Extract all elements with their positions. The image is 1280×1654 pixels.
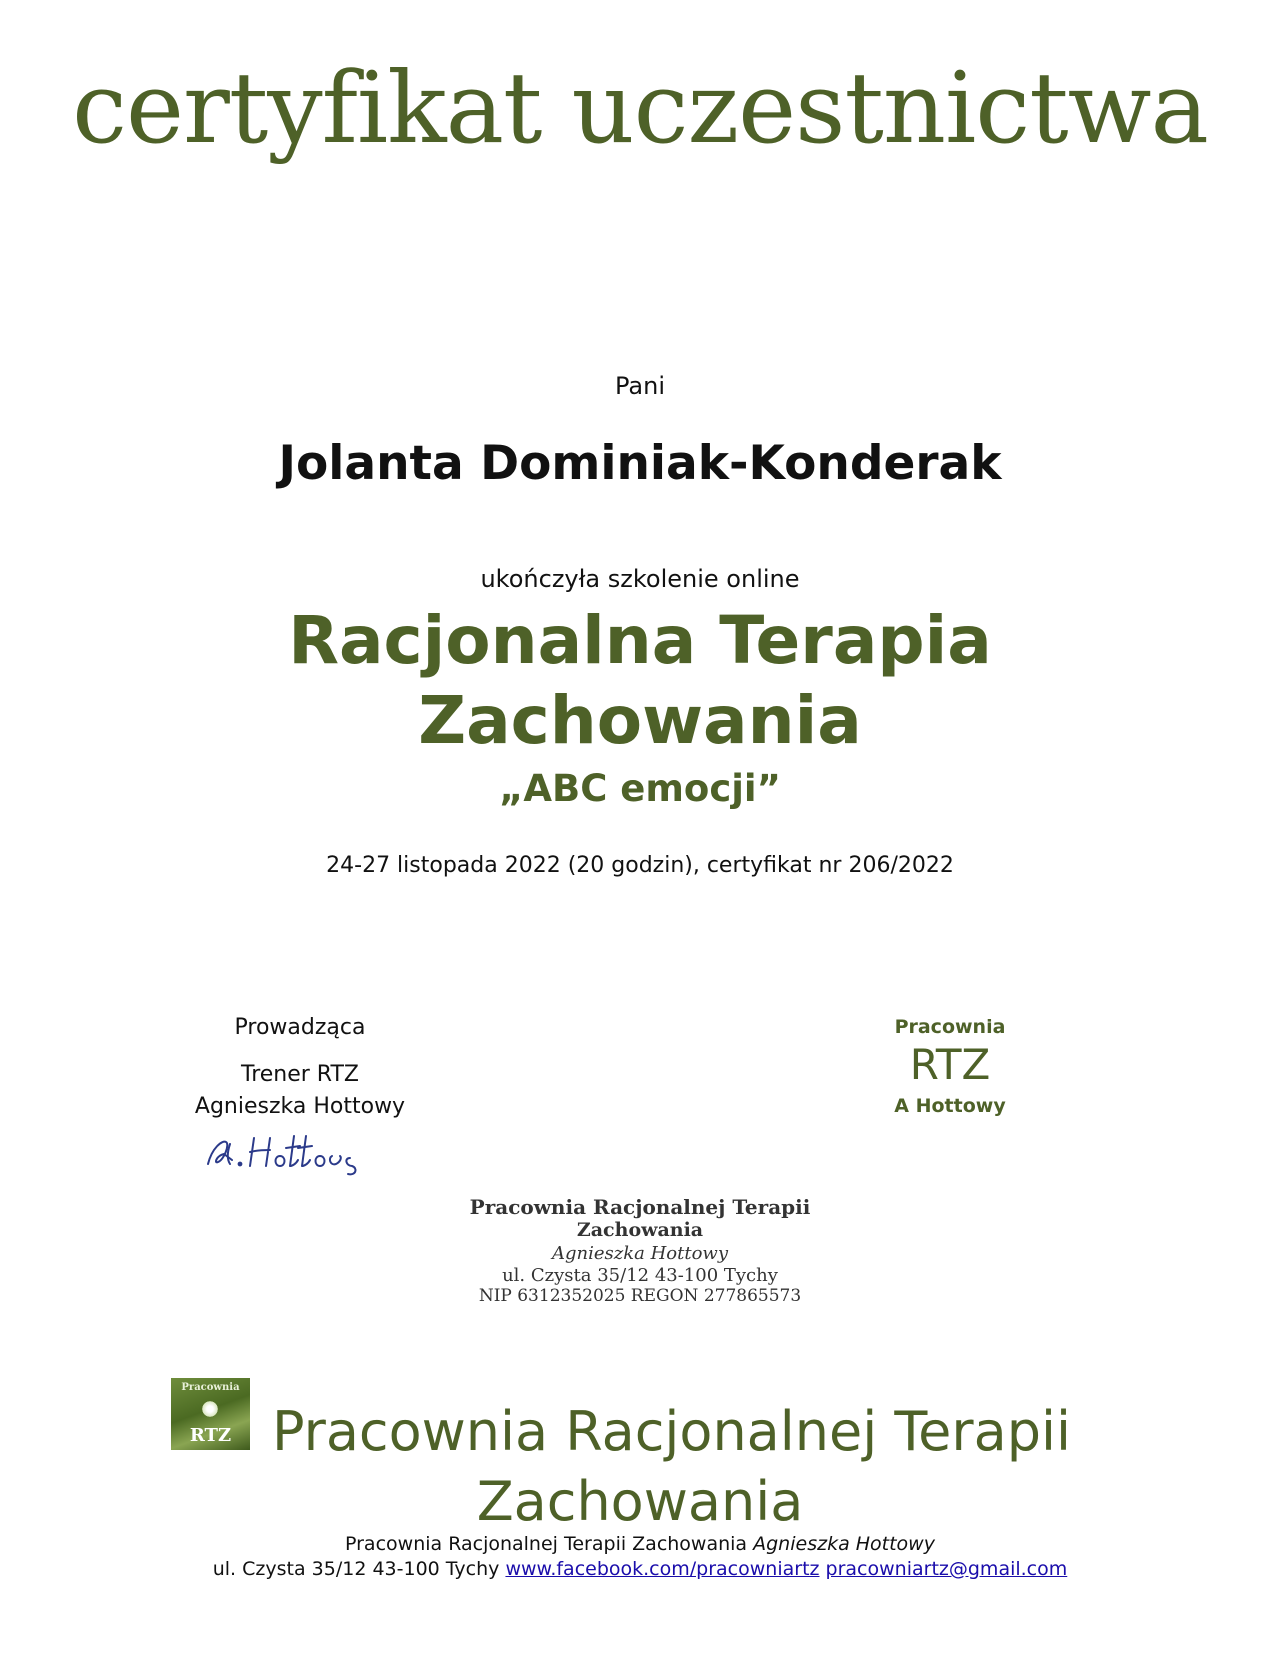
stamp-line5: NIP 6312352025 REGON 277865573 bbox=[478, 1286, 802, 1307]
trainer-name: Agnieszka Hottowy bbox=[194, 1094, 406, 1119]
salutation: Pani bbox=[615, 372, 665, 400]
stamp-line3: Agnieszka Hottowy bbox=[551, 1242, 729, 1264]
certificate-title: certyfikat uczestnictwa bbox=[72, 52, 1208, 166]
recipient-name: Jolanta Dominiak-Konderak bbox=[278, 436, 1002, 491]
stamp-line4: ul. Czysta 35/12 43-100 Tychy bbox=[502, 1264, 778, 1286]
footer-info-person: Agnieszka Hottowy bbox=[753, 1533, 935, 1555]
org-badge-label: Pracownia bbox=[894, 1016, 1006, 1038]
signature bbox=[200, 1120, 380, 1180]
email-link[interactable]: pracowniartz@gmail.com bbox=[825, 1558, 1068, 1580]
course-title-line1: Racjonalna Terapia bbox=[288, 602, 992, 679]
footer-org-name-line2: Zachowania bbox=[476, 1470, 804, 1533]
stamp-line1: Pracownia Racjonalnej Terapii bbox=[469, 1195, 811, 1219]
logo bbox=[171, 1378, 250, 1450]
footer-info-line bbox=[0, 1533, 1280, 1555]
org-badge-owner: A Hottowy bbox=[894, 1095, 1006, 1117]
course-title-line2: Zachowania bbox=[418, 682, 862, 759]
course-subtitle: „ABC emocji” bbox=[499, 767, 781, 810]
footer-info-prefix: Pracownia Racjonalnej Terapii Zachowania bbox=[345, 1533, 754, 1555]
completion-text: ukończyła szkolenie online bbox=[480, 565, 800, 593]
org-badge-abbr: RTZ bbox=[909, 1040, 991, 1089]
leader-role: Prowadząca bbox=[234, 1015, 366, 1040]
facebook-link[interactable]: www.facebook.com/pracowniartz bbox=[505, 1558, 820, 1580]
logo-text-bottom: RTZ bbox=[189, 1425, 232, 1446]
footer-org-name-line1: Pracownia Racjonalnej Terapii bbox=[272, 1400, 1071, 1463]
logo-text-top: Pracownia bbox=[181, 1382, 240, 1393]
trainer-title: Trener RTZ bbox=[240, 1062, 359, 1087]
certificate-details: 24-27 listopada 2022 (20 godzin), certyfikat nr 206/2022 bbox=[326, 853, 954, 878]
stamp-line2: Zachowania bbox=[576, 1219, 704, 1242]
footer-contact-line bbox=[0, 1558, 1280, 1580]
footer-address: ul. Czysta 35/12 43-100 Tychy bbox=[212, 1558, 506, 1580]
flower-icon bbox=[201, 1400, 219, 1418]
stamp bbox=[460, 1195, 820, 1307]
